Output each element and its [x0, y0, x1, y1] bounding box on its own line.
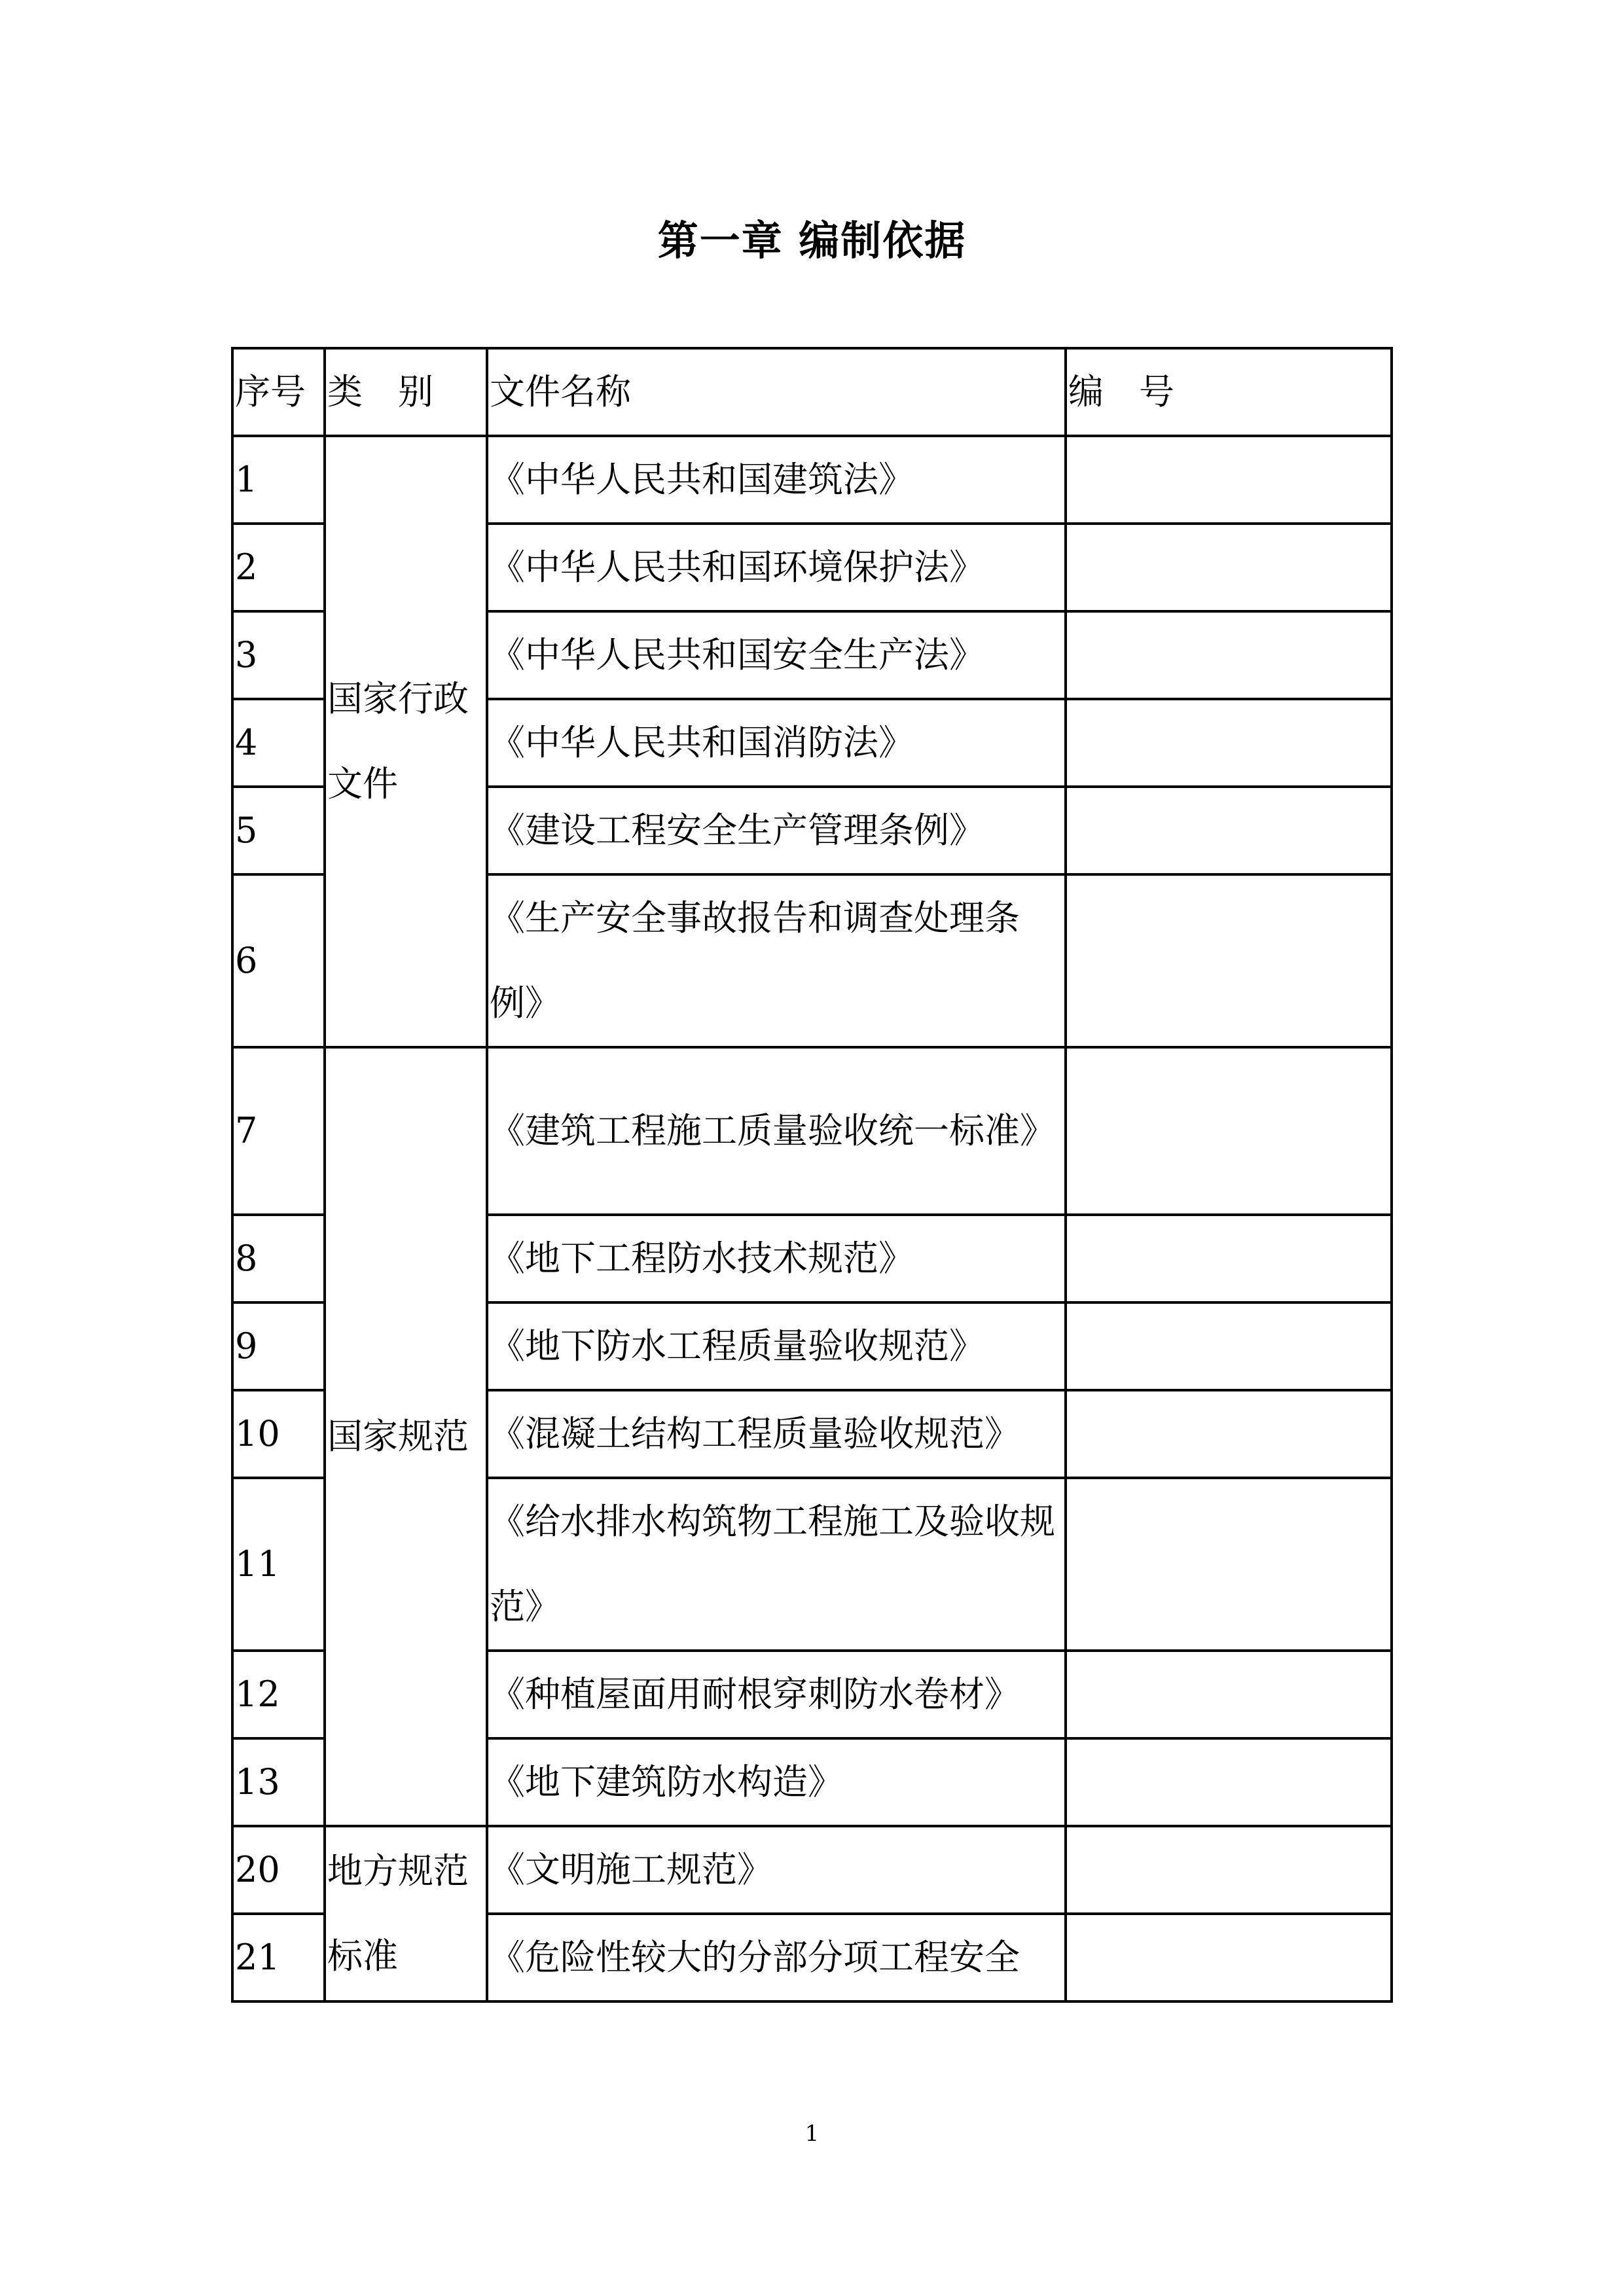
- document-code: [1066, 1914, 1392, 2001]
- category-cell: 国家规范: [325, 1047, 487, 1826]
- document-name: 《地下建筑防水构造》: [487, 1738, 1066, 1826]
- document-code: [1066, 1390, 1392, 1478]
- document-code: [1066, 611, 1392, 699]
- document-name: 《地下防水工程质量验收规范》: [487, 1302, 1066, 1390]
- row-number: 6: [232, 874, 325, 1047]
- row-number: 5: [232, 787, 325, 874]
- document-name: 《中华人民共和国安全生产法》: [487, 611, 1066, 699]
- header-name: 文件名称: [487, 348, 1066, 436]
- document-name: 《文明施工规范》: [487, 1826, 1066, 1914]
- table-header-row: [232, 348, 1392, 436]
- document-name: 《中华人民共和国建筑法》: [487, 436, 1066, 524]
- header-code: 编 号: [1066, 348, 1392, 436]
- row-number: 4: [232, 699, 325, 787]
- row-number: 12: [232, 1651, 325, 1738]
- document-name: 《中华人民共和国环境保护法》: [487, 524, 1066, 611]
- document-name: 《中华人民共和国消防法》: [487, 699, 1066, 787]
- document-name: 《建设工程安全生产管理条例》: [487, 787, 1066, 874]
- row-number: 20: [232, 1826, 325, 1914]
- row-number: 13: [232, 1738, 325, 1826]
- table-row: [232, 436, 1392, 524]
- document-code: [1066, 699, 1392, 787]
- row-number: 8: [232, 1215, 325, 1302]
- row-number: 1: [232, 436, 325, 524]
- category-cell: 地方规范标准: [325, 1826, 487, 2001]
- document-code: [1066, 787, 1392, 874]
- document-name: 《生产安全事故报告和调查处理条例》: [487, 874, 1066, 1047]
- document-code: [1066, 1215, 1392, 1302]
- document-name: 《混凝土结构工程质量验收规范》: [487, 1390, 1066, 1478]
- document-code: [1066, 1478, 1392, 1651]
- row-number: 3: [232, 611, 325, 699]
- document-code: [1066, 1651, 1392, 1738]
- row-number: 7: [232, 1047, 325, 1215]
- row-number: 2: [232, 524, 325, 611]
- document-name: 《危险性较大的分部分项工程安全: [487, 1914, 1066, 2001]
- page-number: 1: [804, 2121, 820, 2147]
- category-cell: 国家行政文件: [325, 436, 487, 1047]
- header-category: 类 别: [325, 348, 487, 436]
- page-title: 第一章 编制依据: [657, 217, 967, 264]
- row-number: 10: [232, 1390, 325, 1478]
- document-code: [1066, 436, 1392, 524]
- header-no: 序号: [232, 348, 325, 436]
- table-row: [232, 1047, 1392, 1215]
- regulation-table: [231, 347, 1393, 2003]
- row-number: 11: [232, 1478, 325, 1651]
- row-number: 9: [232, 1302, 325, 1390]
- document-code: [1066, 1826, 1392, 1914]
- row-number: 21: [232, 1914, 325, 2001]
- document-code: [1066, 874, 1392, 1047]
- document-code: [1066, 1047, 1392, 1215]
- table-row: [232, 1826, 1392, 1914]
- document-name: 《地下工程防水技术规范》: [487, 1215, 1066, 1302]
- document-name: 《种植屋面用耐根穿刺防水卷材》: [487, 1651, 1066, 1738]
- document-code: [1066, 1302, 1392, 1390]
- document-name: 《给水排水构筑物工程施工及验收规范》: [487, 1478, 1066, 1651]
- document-code: [1066, 524, 1392, 611]
- document-name: 《建筑工程施工质量验收统一标准》: [487, 1047, 1066, 1215]
- document-code: [1066, 1738, 1392, 1826]
